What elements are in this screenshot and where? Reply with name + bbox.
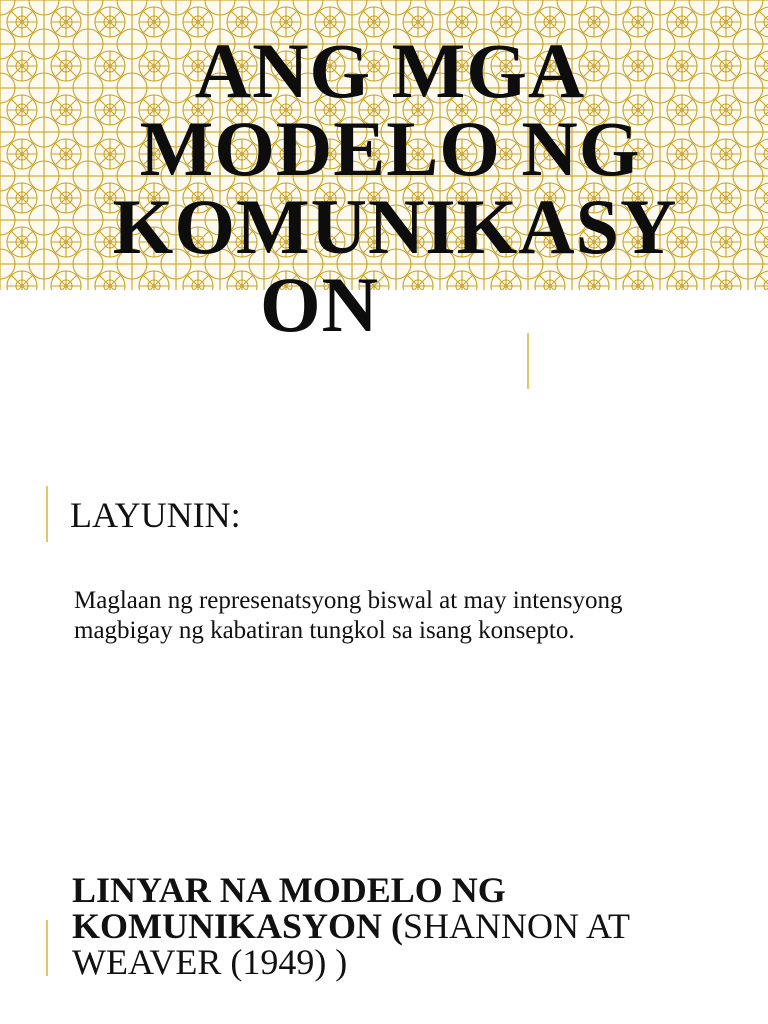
- objectives-body: Maglaan ng represenatsyong biswal at may intensyong magbigay ng kabatiran tungkol sa isang konsepto.: [74, 587, 623, 644]
- linear-model-heading-bold: LINYAR NA MODELO NG KOMUNIKASYON (: [72, 870, 506, 946]
- accent-divider: [46, 920, 48, 976]
- title-line-1: ANG MGA: [194, 27, 586, 114]
- slide-title: [0, 27, 768, 348]
- linear-model-slide: [0, 830, 768, 1024]
- objectives-slide: [0, 470, 768, 720]
- objectives-heading: LAYUNIN:: [70, 495, 241, 535]
- accent-divider: [527, 333, 529, 389]
- linear-model-heading: [72, 872, 752, 980]
- title-slide: [0, 0, 768, 410]
- linear-model-heading-subtitle: SHANNON AT WEAVER (1949) ): [72, 906, 630, 982]
- title-line-3: KOMUNIKASY: [112, 183, 678, 270]
- accent-divider: [46, 486, 48, 542]
- title-line-4: ON: [260, 261, 379, 348]
- title-line-2: MODELO NG: [139, 105, 641, 192]
